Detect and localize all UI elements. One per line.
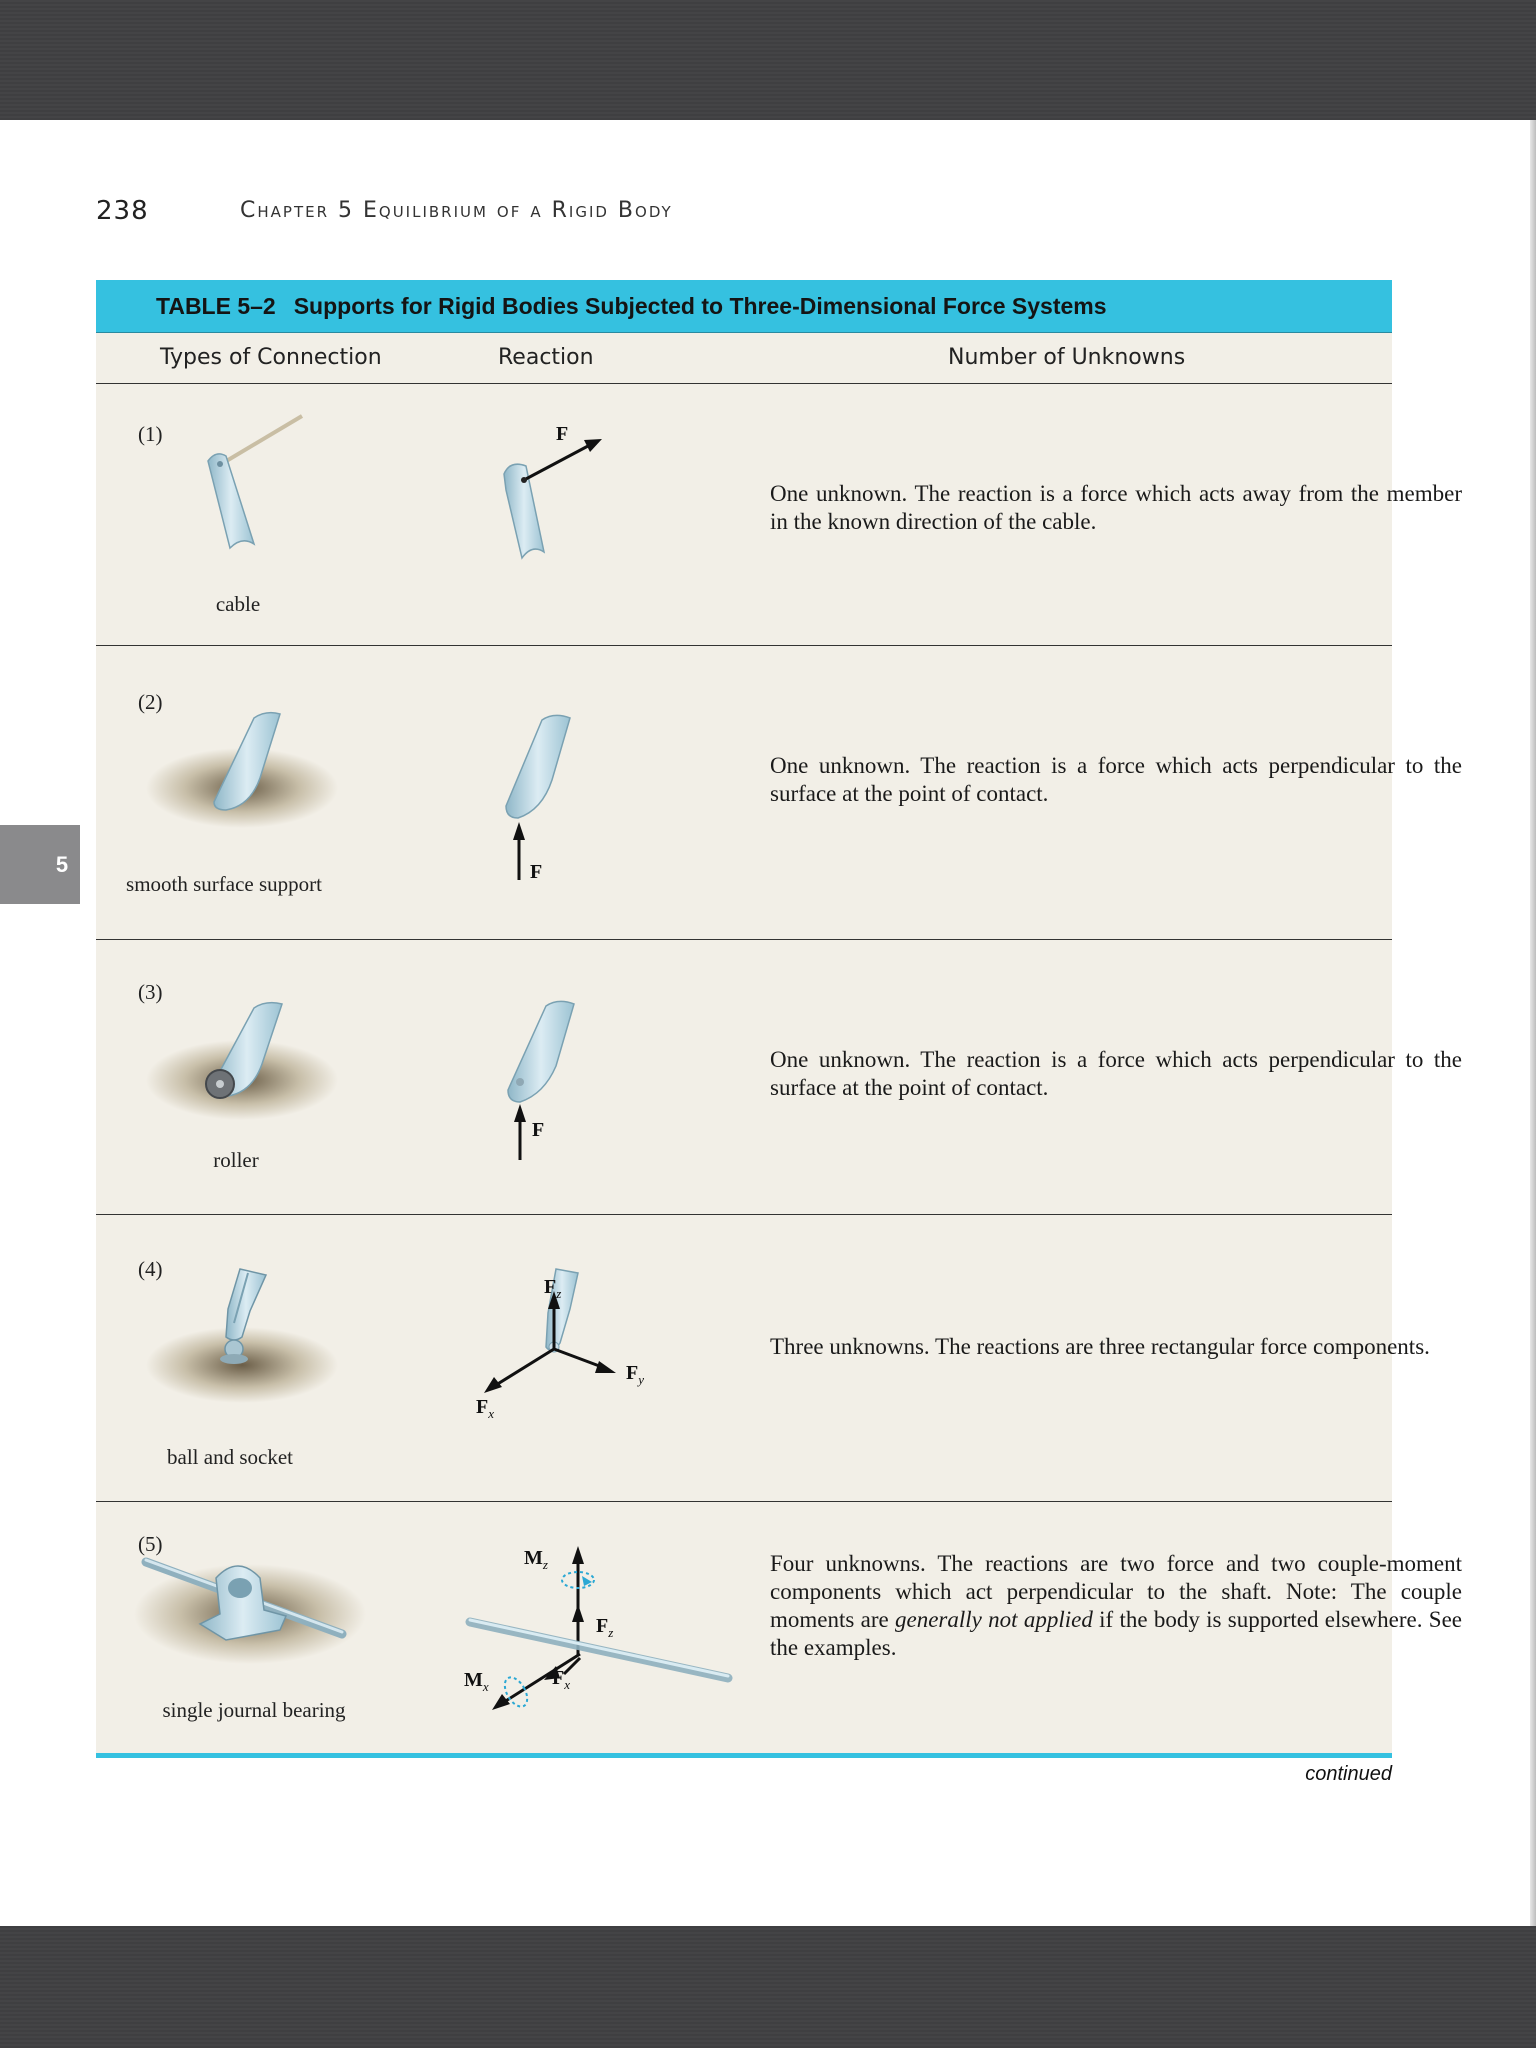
- column-headers: [96, 333, 1392, 384]
- mx-label: $M_x$: [464, 1669, 489, 1694]
- chapter-header: Chapter 5 Equilibrium of a Rigid Body: [240, 198, 673, 223]
- row-description: Four unknowns. The reactions are two force and two couple-moment components which act perpendicular to the shaft. Note: The couple moments are generally not applied if the body is supported elsewhere. See the examples.: [770, 1551, 1462, 1660]
- table-row-ball-and-socket: [96, 1215, 1430, 1502]
- mz-label: $M_z$: [524, 1547, 548, 1572]
- connection-caption: roller: [213, 1148, 259, 1172]
- row-number: (3): [138, 980, 163, 1004]
- table-row-roller: [96, 940, 1462, 1215]
- force-label: F: [556, 423, 569, 445]
- row-description: One unknown. The reaction is a force which acts away from the member in the known direction of the cable.: [770, 481, 1462, 534]
- smooth-surface-illustration: [142, 706, 342, 836]
- table-number: TABLE 5–2: [156, 292, 276, 319]
- journal-bearing-reaction-diagram: [456, 1542, 696, 1722]
- row-description: One unknown. The reaction is a force which acts perpendicular to the surface at the point of contact.: [770, 753, 1462, 806]
- reader-bottom-bar: [0, 1926, 1536, 2048]
- chapter-tab[interactable]: 5: [0, 825, 80, 904]
- fz-label: $F_z$: [544, 1276, 562, 1301]
- column-header-unknowns: Number of Unknowns: [948, 345, 1186, 370]
- page-number: 238: [96, 196, 149, 226]
- fz-label: $F_z$: [596, 1615, 614, 1640]
- row-number: (5): [138, 1532, 163, 1556]
- table-title: Supports for Rigid Bodies Subjected to Three-Dimensional Force Systems: [293, 292, 1107, 319]
- supports-table: [96, 280, 1462, 1758]
- connection-caption: single journal bearing: [162, 1698, 346, 1722]
- smooth-surface-reaction-diagram: [496, 710, 606, 890]
- row-description: One unknown. The reaction is a force which acts perpendicular to the surface at the point of contact.: [770, 1047, 1462, 1100]
- connection-caption: smooth surface support: [126, 872, 322, 896]
- connection-caption: ball and socket: [167, 1445, 293, 1469]
- cable-illustration: [182, 416, 332, 566]
- connection-caption: cable: [215, 592, 261, 616]
- reader-top-bar: [0, 0, 1536, 120]
- table-row-journal-bearing: [96, 1502, 1462, 1753]
- table-title-bar: [96, 280, 1392, 333]
- ball-socket-reaction-diagram: [466, 1263, 666, 1443]
- continued-note: continued: [1305, 1763, 1392, 1785]
- table-row-cable: [96, 384, 1462, 646]
- row-description: Three unknowns. The reactions are three rectangular force components.: [770, 1334, 1430, 1359]
- fy-label: $F_y$: [626, 1362, 644, 1387]
- fx-label: $F_x$: [552, 1667, 570, 1692]
- row-number: (2): [138, 690, 163, 714]
- fx-label: $F_x$: [476, 1396, 494, 1421]
- table-bottom-rule: [96, 1753, 1392, 1758]
- page-edge: [1530, 120, 1536, 1926]
- ball-socket-illustration: [142, 1263, 342, 1403]
- row-number: (4): [138, 1257, 163, 1281]
- force-label: F: [532, 1119, 545, 1141]
- row-number: (1): [138, 422, 163, 446]
- column-header-reaction: Reaction: [498, 345, 594, 370]
- cable-reaction-diagram: [496, 424, 626, 584]
- table-row-smooth-surface: [96, 646, 1462, 940]
- force-label: F: [530, 861, 543, 883]
- journal-bearing-illustration: [130, 1552, 370, 1672]
- roller-reaction-diagram: [496, 998, 606, 1178]
- roller-illustration: [142, 996, 342, 1126]
- column-header-connection: Types of Connection: [160, 345, 382, 370]
